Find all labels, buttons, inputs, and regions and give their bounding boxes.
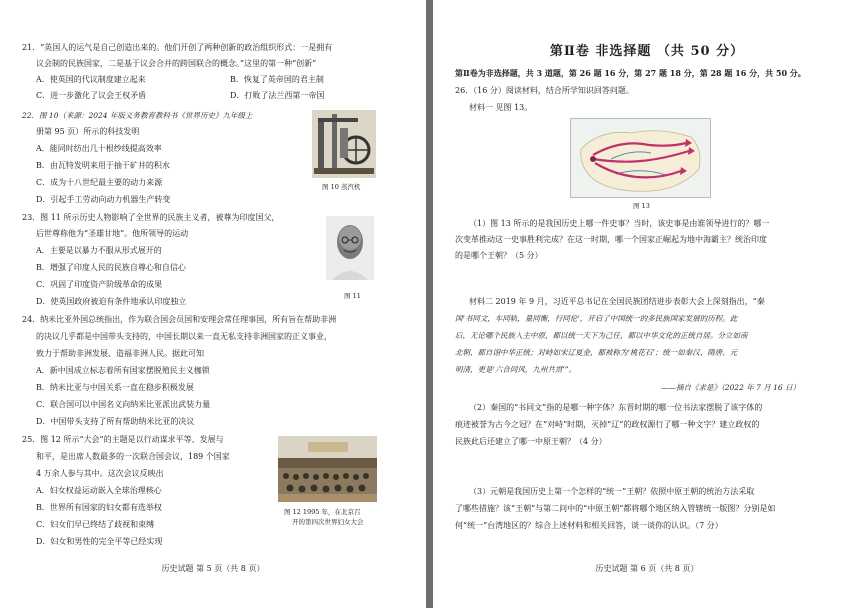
- q25-stem-line-1: 25．图 12 所示“大会”的主题是以行动谋求平等、发展与: [22, 435, 224, 444]
- q26-3-line-3: 何“统一”台湾地区的？综合上述材料和相关回答，谈一谈你的认识。（7 分）: [455, 521, 723, 530]
- q23-option-c: C．巩固了印度资产阶级革命的成果: [36, 280, 163, 289]
- q22-stem-line-1: 22．图 10（来源：2024 年版义务教育教科书《世界历史》九年级上: [22, 111, 253, 120]
- section-intro: 第Ⅱ卷为非选择题，共 3 道题，第 26 题 16 分，第 27 题 18 分，第 28 题 16 分，共 50 分。: [455, 68, 806, 78]
- q21-stem-line-2: 议会制的民族国家，二是基于议会合并的跨国联合的概念。”这里的第一种“创新”: [36, 59, 317, 68]
- q24-stem-line-3: 致力于帮助非洲发展、造福非洲人民。据此可知: [36, 349, 204, 358]
- gandhi-portrait-image: [326, 216, 374, 280]
- fig13-caption: 图 13: [633, 202, 650, 210]
- q21-option-a: A．使英国的代议制度建立起来: [36, 75, 146, 84]
- q23-stem-line-2: 后世尊称他为“圣雄甘地”。他所领导的运动: [36, 229, 189, 238]
- q21-stem-line-1: 21．“英国人的运气是自己创造出来的。他们开创了两种创新的政治组织形式：一是拥有: [22, 43, 333, 52]
- q23-option-a: A．主要是以暴力不服从形式展开的: [36, 246, 162, 255]
- q26-3-line-1: （3）元朝是我国历史上第一个怎样的“统一”王朝？依照中原王朝的统治方法采取: [469, 487, 755, 496]
- womens-conference-image: [278, 436, 377, 502]
- q24-stem-line-1: 24．纳米比亚外国总统指出，作为联合国会员国和安理会常任理事国，所有旨在帮助非洲: [22, 315, 337, 324]
- q24-stem-line-2: 的决议几乎都是中国带头支持的，中国长期以来一直无私支持非洲国家的正义事业，: [36, 332, 332, 341]
- q23-option-b: B．增强了印度人民的民族自尊心和自信心: [36, 263, 186, 272]
- q26-3-line-2: 了哪些措施？该“王朝”与第二问中的“中原王朝”都将哪个地区纳入管辖统一版图？分别是如: [455, 504, 776, 513]
- q22-option-b: B．由瓦特发明来用于抽干矿井的积水: [36, 161, 170, 170]
- section-title: 第Ⅱ卷 非选择题 （共 50 分）: [549, 44, 745, 59]
- q25-option-c: C．妇女们早已终结了歧视和束缚: [36, 520, 155, 529]
- qin-unification-map: [570, 118, 711, 198]
- q23-stem-line-1: 23．图 11 所示历史人物影响了全世界的民族主义者，被尊为印度国父，: [22, 213, 280, 222]
- q26-1-line-3: 的是哪个王朝？（5 分）: [455, 251, 543, 260]
- left-page-footer: 历史试题 第 5 页（共 8 页）: [161, 564, 265, 573]
- q23-option-d: D．使英国政府被迫有条件地承认印度独立: [36, 297, 187, 306]
- material-1-label: 材料一 见图 13。: [469, 103, 533, 112]
- q26-2-line-1: （2）秦国的“书同文”指的是哪一种字体？东晋时期的哪一位书法家摆脱了该字体的: [469, 403, 763, 412]
- q25-stem-line-3: 4 万余人参与其中。这次会议反映出: [36, 469, 164, 478]
- q26-1-line-1: （1）图 13 所示的是我国历史上哪一件史事？当时，该史事是由谁领导进行的？哪一: [469, 219, 770, 228]
- material-2-source: ——摘自《求是》（2022 年 7 月 16 日）: [661, 383, 801, 392]
- material-2-line-4: 北朝，都自诩中华正统；对峙如宋辽夏金，都被称为‘桃花石’；统一如秦汉、隋唐、元: [455, 348, 738, 357]
- q24-option-d: D．中国带头支持了所有帮助纳米比亚的决议: [36, 417, 195, 426]
- q21-option-d: D．打败了法兰西第一帝国: [230, 91, 325, 100]
- q21-option-c: C．进一步激化了议会王权矛盾: [36, 91, 147, 100]
- material-2-line-3: 后，无论哪个民族入主中原，都以统一天下为己任，都以中华文化的正统自居。分立如南: [455, 331, 748, 340]
- q22-option-c: C．成为十八世纪最主要的动力来源: [36, 178, 163, 187]
- q25-option-a: A．妇女权益运动嵌入全球治理核心: [36, 486, 162, 495]
- left-page: [0, 0, 426, 608]
- q21-option-b: B．恢复了英帝国的君主制: [230, 75, 324, 84]
- q22-option-d: D．引起手工劳动向动力机器生产转变: [36, 195, 171, 204]
- q22-stem-line-2: 册第 95 页）所示的科技发明: [36, 127, 140, 136]
- material-2-line-2: 国‘书同文，车同轨，量同衡，行同伦’，开启了中国统一的多民族国家发展的历程。此: [455, 314, 738, 323]
- q25-stem-line-2: 和平，是出席人数最多的一次联合国会议，189 个国家: [36, 452, 230, 461]
- q26-1-line-2: 次变革推动这一史事胜利完成？在这一时期，哪一个国家正崛起为地中海霸主？统治印度: [455, 235, 767, 244]
- q25-option-b: B．世界所有国家的妇女都有选举权: [36, 503, 162, 512]
- material-2-line-1: 材料二 2019 年 9 月，习近平总书记在全国民族团结进步表彰大会上深刻指出，“秦: [469, 297, 765, 306]
- q26-2-line-3: 民族此后还建立了哪一中原王朝？（4 分）: [455, 437, 607, 446]
- q24-option-b: B．纳米比亚与中国关系一直在稳步积极发展: [36, 383, 194, 392]
- right-page-footer: 历史试题 第 6 页（共 8 页）: [595, 564, 699, 573]
- right-page: [433, 0, 861, 608]
- fig11-caption: 图 11: [344, 292, 361, 300]
- q26-2-line-2: 痕迹被誉为古今之冠？在“对峙”时期，灭掉“辽”的政权源行了哪一种文字？建立政权的: [455, 420, 760, 429]
- q24-option-c: C．联合国可以中国名义向纳米比亚派出武装力量: [36, 400, 211, 409]
- q25-option-d: D．妇女和男性的完全平等已经实现: [36, 537, 163, 546]
- fig12-caption-line-2: 开的第四次世界妇女大会: [292, 518, 364, 526]
- steam-engine-image: [312, 110, 376, 178]
- fig12-caption-line-1: 图 12 1995 年，在北京召: [284, 508, 361, 516]
- q22-option-a: A．能同时纺出几十根纱线提高效率: [36, 144, 162, 153]
- q24-option-a: A．新中国成立标志着所有国家摆脱殖民主义枷锁: [36, 366, 210, 375]
- q26-stem: 26．（16 分）阅读材料，结合所学知识回答问题。: [455, 86, 634, 95]
- fig10-caption: 图 10 蒸汽机: [322, 183, 361, 191]
- material-2-line-5: 明清，更是‘六合同风，九州共贯’”。: [455, 365, 577, 374]
